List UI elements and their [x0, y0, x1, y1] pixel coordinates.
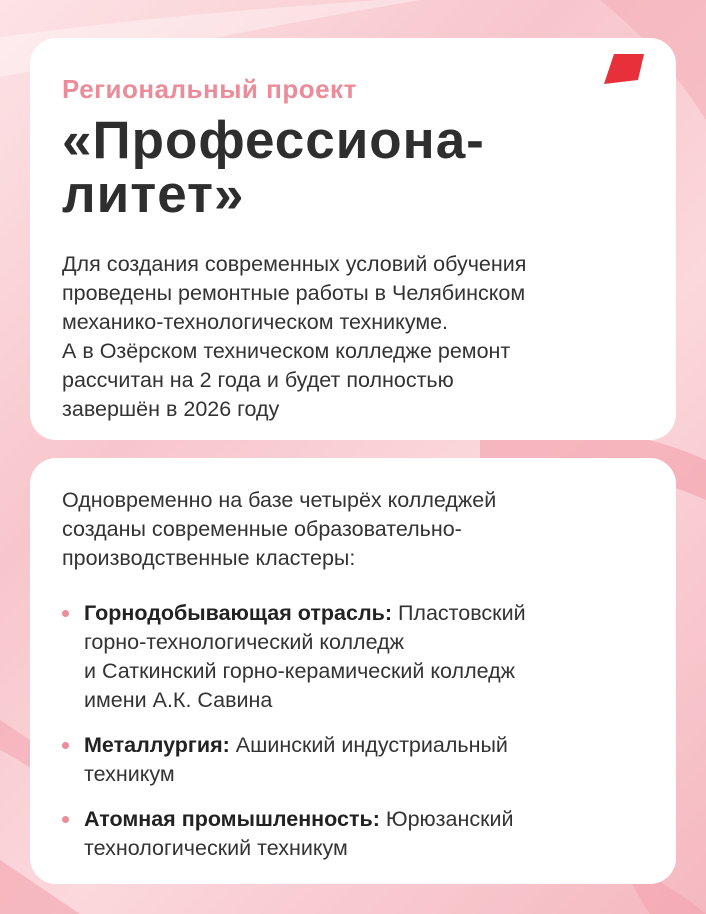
clusters-card: [30, 458, 676, 884]
item-line: техникум: [84, 762, 175, 786]
red-flag-icon: [604, 54, 644, 84]
renovation-paragraph: [62, 250, 644, 424]
item-label: Атомная промышленность:: [84, 807, 380, 831]
clusters-intro: [62, 486, 644, 573]
item-label: Горнодобывающая отрасль:: [84, 601, 392, 625]
paragraph-line: рассчитан на 2 года и будет полностью: [62, 368, 454, 392]
paragraph-line: проведены ремонтные работы в Челябинском: [62, 281, 526, 305]
project-title: [62, 111, 644, 224]
intro-line: Одновременно на базе четырёх колледжей: [62, 488, 497, 512]
bullet-dot-icon: [62, 742, 69, 749]
project-title-line-2: литет»: [62, 165, 245, 224]
project-card: [30, 38, 676, 440]
item-first-line: [84, 599, 644, 628]
intro-line: производственные кластеры:: [62, 546, 356, 570]
item-label: Металлургия:: [84, 733, 230, 757]
item-line: технологический техникум: [84, 836, 348, 860]
clusters-list: [62, 599, 644, 863]
item-text: Юрюзанский: [379, 807, 514, 831]
paragraph-line: механико-технологическом техникуме.: [62, 310, 449, 334]
paragraph-line: Для создания современных условий обучения: [62, 252, 527, 276]
paragraph-line: А в Озёрском техническом колледже ремонт: [62, 339, 511, 363]
item-line: и Саткинский горно-керамический колледж: [84, 659, 516, 683]
item-first-line: [84, 731, 644, 760]
item-text: Ашинский индустриальный: [229, 733, 508, 757]
list-item-metallurgy: [62, 731, 644, 789]
item-line: горно-технологический колледж: [84, 630, 405, 654]
item-first-line: [84, 805, 644, 834]
project-title-line-1: «Профессиона-: [62, 111, 485, 170]
item-line: имени А.К. Савина: [84, 688, 273, 712]
paragraph-line: завершён в 2026 году: [62, 397, 280, 421]
item-text: Пластовский: [391, 601, 526, 625]
bullet-dot-icon: [62, 610, 69, 617]
list-item-nuclear: [62, 805, 644, 863]
list-item-mining: [62, 599, 644, 715]
intro-line: созданы современные образовательно-: [62, 517, 462, 541]
project-subtitle: Региональный проект: [62, 74, 357, 104]
bullet-dot-icon: [62, 816, 69, 823]
